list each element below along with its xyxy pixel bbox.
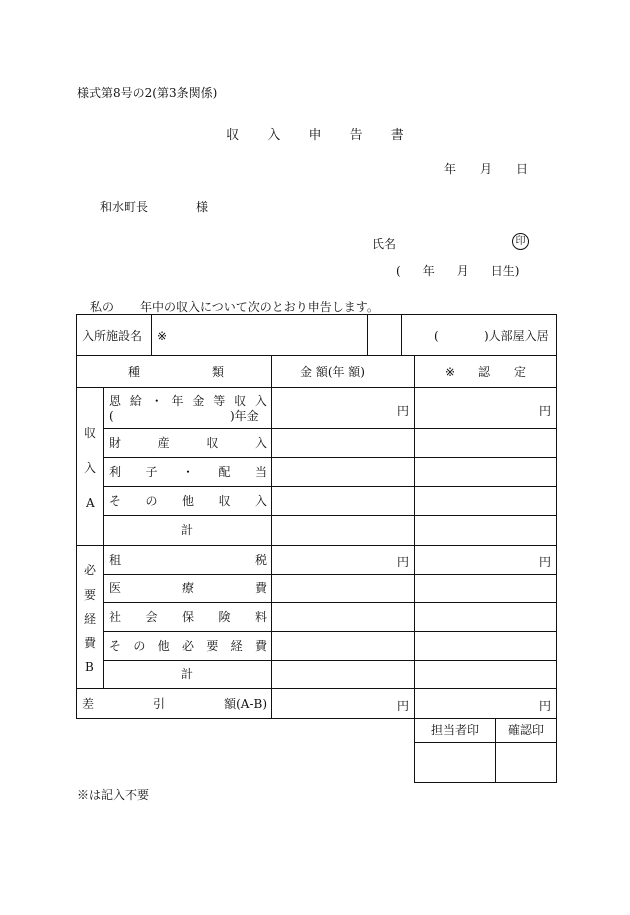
expense-section-char: 費 <box>84 636 97 650</box>
intro-statement <box>90 298 379 315</box>
title-char: 入 <box>267 128 281 143</box>
label-char: 恩 <box>109 394 122 408</box>
yen-unit: 円 <box>539 404 552 418</box>
difference-amount-cell[interactable] <box>273 690 413 717</box>
date-month: 月 <box>480 162 493 176</box>
label-char: 険 <box>218 610 231 624</box>
table-line <box>76 314 77 719</box>
title-char: 告 <box>349 128 363 143</box>
expense-approval-cell[interactable] <box>416 662 555 687</box>
income-amount-cell[interactable] <box>273 459 413 485</box>
label-char: 差 <box>82 697 95 711</box>
table-line <box>401 314 402 356</box>
expense-approval-cell[interactable] <box>416 576 555 601</box>
expense-section-char: 必 <box>84 563 97 577</box>
confirm-stamp-label: 確認印 <box>508 723 545 737</box>
expense-approval-cell[interactable] <box>416 604 555 630</box>
label-char: 経 <box>230 639 243 653</box>
yen-unit: 円 <box>397 699 410 713</box>
income-section-char: 入 <box>84 461 97 475</box>
table-line <box>76 387 557 388</box>
col-char: 種 <box>128 365 141 379</box>
birth-day: 日生) <box>490 264 520 278</box>
date-line[interactable] <box>444 160 528 177</box>
table-line <box>103 457 557 458</box>
date-day: 日 <box>516 162 529 176</box>
facility-label: 入所施設名 <box>82 329 143 343</box>
label-char: 費 <box>254 581 267 595</box>
column-amount: 金 額(年 額) <box>300 365 365 379</box>
title-char: 収 <box>226 128 240 143</box>
label-char: 収 <box>218 494 231 508</box>
label-char: 税 <box>254 553 267 567</box>
income-approval-cell[interactable] <box>416 430 555 456</box>
label-char: 他 <box>157 639 170 653</box>
label-char: 当 <box>254 465 267 479</box>
pension-sub-close: )年金 <box>230 409 259 423</box>
facility-name-field[interactable] <box>157 318 362 352</box>
label-char: の <box>145 494 158 508</box>
addressee-honorific: 様 <box>196 200 209 214</box>
col-char: 定 <box>513 365 526 379</box>
expense-amount-cell[interactable] <box>273 662 413 687</box>
table-line <box>76 314 557 315</box>
label-char: 会 <box>145 610 158 624</box>
label-char: 年 <box>171 394 184 408</box>
table-line <box>103 486 557 487</box>
income-amount-cell[interactable] <box>273 389 413 427</box>
table-line <box>151 314 152 356</box>
seal-icon: 印 <box>512 233 529 250</box>
page-title <box>0 124 630 143</box>
title-char: 申 <box>308 128 322 143</box>
label-char: 入 <box>254 494 267 508</box>
label-char: 入 <box>254 436 267 450</box>
income-section-char: 収 <box>84 426 97 440</box>
date-year: 年 <box>444 162 457 176</box>
table-line <box>103 387 104 689</box>
title-char: 書 <box>390 128 404 143</box>
label-char: そ <box>109 494 122 508</box>
expense-section-char: 要 <box>84 588 97 602</box>
label-char: 他 <box>181 494 194 508</box>
table-line <box>103 602 557 603</box>
expense-row-tax-label <box>109 553 267 567</box>
table-line <box>76 545 557 546</box>
income-approval-cell[interactable] <box>416 488 555 514</box>
intro-start: 私の <box>90 300 115 314</box>
label-char: 額(A-B) <box>224 697 267 711</box>
table-line <box>556 314 557 783</box>
expense-row-other-label <box>109 639 267 653</box>
staff-stamp-box[interactable] <box>416 744 494 781</box>
income-amount-cell[interactable] <box>273 517 413 544</box>
table-line <box>414 782 557 783</box>
label-char: 等 <box>213 394 226 408</box>
income-row-pension-label <box>109 394 267 408</box>
addressee <box>100 198 208 215</box>
income-approval-cell[interactable] <box>416 389 555 427</box>
table-line <box>103 574 557 575</box>
income-amount-cell[interactable] <box>273 488 413 514</box>
label-char: 保 <box>181 610 194 624</box>
income-total-label: 計 <box>181 523 194 537</box>
label-char: 社 <box>109 610 122 624</box>
applicant-name-label: 氏名 <box>372 237 397 251</box>
label-char: 要 <box>206 639 219 653</box>
expense-section-char: 経 <box>84 612 97 626</box>
birth-year: 年 <box>422 264 435 278</box>
table-line <box>76 688 557 689</box>
label-char: 料 <box>254 610 267 624</box>
table-line <box>414 355 415 783</box>
label-char: 収 <box>234 394 247 408</box>
difference-approval-cell[interactable] <box>416 690 555 717</box>
difference-label <box>82 697 267 711</box>
table-line <box>103 631 557 632</box>
col-char: 類 <box>211 365 224 379</box>
expense-amount-cell[interactable] <box>273 576 413 601</box>
form-number: 様式第8号の2(第3条関係) <box>77 86 218 100</box>
income-row-assets-label <box>109 436 267 450</box>
label-char: 引 <box>153 697 166 711</box>
label-char: 医 <box>109 581 122 595</box>
staff-stamp-label: 担当者印 <box>431 723 480 737</box>
label-char: ・ <box>150 394 163 408</box>
footnote: ※は記入不要 <box>77 788 150 802</box>
label-char: 財 <box>109 436 122 450</box>
col-char: 認 <box>478 365 491 379</box>
income-row-interest-label <box>109 465 267 479</box>
label-char: 入 <box>254 394 267 408</box>
expense-section-char: B <box>85 660 94 674</box>
room-open: ( <box>434 329 439 343</box>
pension-type-field[interactable] <box>116 408 230 424</box>
label-char: 必 <box>181 639 194 653</box>
label-char: ・ <box>181 465 194 479</box>
label-char: 産 <box>157 436 170 450</box>
label-char: 利 <box>109 465 122 479</box>
label-char: 費 <box>254 639 267 653</box>
pension-sub-open: ( <box>109 409 114 423</box>
column-mark: ※ <box>445 365 456 379</box>
label-char: 租 <box>109 553 122 567</box>
label-char: 子 <box>145 465 158 479</box>
label-char: の <box>133 639 146 653</box>
yen-unit: 円 <box>397 555 410 569</box>
expense-approval-cell[interactable] <box>416 547 555 573</box>
expense-row-medical-label <box>109 581 267 595</box>
table-line <box>414 742 557 743</box>
label-char: 療 <box>181 581 194 595</box>
addressee-name: 和水町長 <box>100 200 149 214</box>
income-section-char: A <box>86 496 95 510</box>
birth-month: 月 <box>456 264 469 278</box>
expense-amount-cell[interactable] <box>273 547 413 573</box>
table-line <box>103 660 557 661</box>
yen-unit: 円 <box>397 404 410 418</box>
label-char: 金 <box>192 394 205 408</box>
birth-open: ( <box>396 264 401 278</box>
confirm-stamp-box[interactable] <box>497 744 555 781</box>
intro-rest: 年中の収入について次のとおり申告します。 <box>140 300 379 314</box>
label-char: 収 <box>206 436 219 450</box>
table-line <box>103 515 557 516</box>
column-approval <box>478 365 526 379</box>
expense-amount-cell[interactable] <box>273 633 413 659</box>
facility-mark: ※ <box>157 329 168 343</box>
table-line <box>367 314 368 356</box>
label-char: 配 <box>218 465 231 479</box>
table-line <box>76 718 557 719</box>
room-text: )人部屋入居 <box>484 329 549 343</box>
birthdate-line[interactable] <box>396 262 519 279</box>
table-line <box>271 355 272 719</box>
table-line <box>495 718 496 783</box>
label-char: そ <box>109 639 122 653</box>
yen-unit: 円 <box>539 555 552 569</box>
table-line <box>103 428 557 429</box>
expense-amount-cell[interactable] <box>273 604 413 630</box>
yen-unit: 円 <box>539 699 552 713</box>
income-row-other-label <box>109 494 267 508</box>
expense-approval-cell[interactable] <box>416 633 555 659</box>
column-type <box>128 365 224 379</box>
expense-row-insurance-label <box>109 610 267 624</box>
income-amount-cell[interactable] <box>273 430 413 456</box>
room-count-field[interactable] <box>441 318 483 352</box>
label-char: 給 <box>129 394 142 408</box>
income-approval-cell[interactable] <box>416 459 555 485</box>
income-approval-cell[interactable] <box>416 517 555 544</box>
table-line <box>76 355 557 356</box>
expense-total-label: 計 <box>181 667 194 681</box>
